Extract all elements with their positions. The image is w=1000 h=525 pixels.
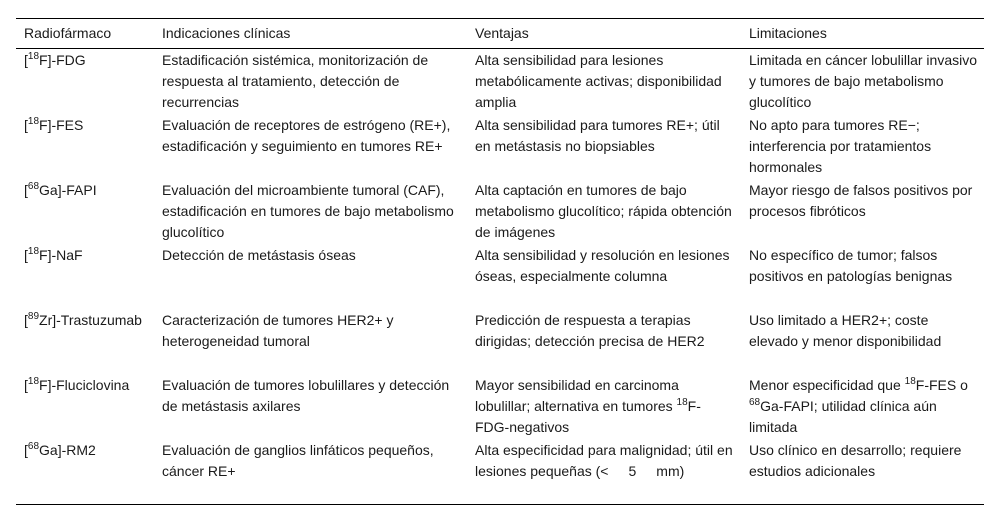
radiofarmaco-name: F]-NaF bbox=[39, 247, 83, 263]
header-ventajas: Ventajas bbox=[467, 19, 741, 49]
isotope-mass: 68 bbox=[27, 441, 40, 452]
indicaciones-cell: Estadificación sistémica, monitorización de respuesta al tratamiento, detección de recurrencias bbox=[162, 52, 429, 110]
limitaciones-cell: Mayor riesgo de falsos positivos por procesos fibróticos bbox=[749, 182, 973, 219]
table-row bbox=[16, 179, 984, 244]
radiofarmaco-cell: [$^{18}$F]-Fluciclovina bbox=[24, 376, 130, 393]
isotope-mass: 18 bbox=[904, 376, 916, 387]
radiofarmaco-name: F]-FDG bbox=[39, 52, 86, 68]
radiofarmaco-cell: [$^{18}$F]-FES bbox=[24, 116, 84, 133]
isotope-mass: 89 bbox=[27, 311, 40, 322]
ventajas-cell: Predicción de respuesta a terapias dirigidas; detección precisa de HER2 bbox=[475, 312, 705, 349]
radiofarmaco-cell: [$^{68}$Ga]-FAPI bbox=[24, 181, 97, 198]
ventajas-cell: Alta captación en tumores de bajo metabolismo glucolítico; rápida obtención de imágenes bbox=[475, 182, 732, 240]
radiofarmaco-cell: [$^{68}$Ga]-RM2 bbox=[16, 439, 154, 504]
table-row bbox=[16, 244, 984, 309]
table-row bbox=[16, 439, 984, 504]
radiofarmaco-cell: [$^{18}$F]-NaF bbox=[24, 246, 83, 263]
header-radiofarmaco: Radiofármaco bbox=[16, 19, 154, 49]
isotope-mass: 18 bbox=[27, 246, 40, 257]
isotope-mass: 18 bbox=[27, 116, 40, 127]
table-row bbox=[16, 309, 984, 374]
isotope-mass: 18 bbox=[27, 376, 40, 387]
ventajas-cell: Alta sensibilidad y resolución en lesiones óseas, especialmente columna bbox=[475, 247, 730, 284]
indicaciones-cell: Caracterización de tumores HER2+ y heterogeneidad tumoral bbox=[162, 312, 394, 349]
table-row bbox=[16, 49, 984, 115]
radiofarmaco-name: Zr]-Trastuzumab bbox=[39, 312, 142, 328]
radiofarmaco-name: F]-Fluciclovina bbox=[39, 377, 130, 393]
limitaciones-cell: No específico de tumor; falsos positivos en patologías benignas bbox=[749, 247, 953, 284]
header-row bbox=[16, 19, 984, 49]
ventajas-cell: Mayor sensibilidad en carcinoma lobulillar; alternativa en tumores $^{18}$F-FDG-negativos bbox=[475, 377, 701, 435]
limitaciones-cell: No apto para tumores RE−; interferencia por tratamientos hormonales bbox=[749, 117, 932, 175]
indicaciones-cell: Detección de metástasis óseas bbox=[162, 247, 356, 263]
radiofarmaco-name: F]-FES bbox=[39, 117, 84, 133]
isotope-mass: 68 bbox=[749, 397, 761, 408]
radiofarmaco-cell: [$^{18}$F]-FDG bbox=[24, 51, 86, 68]
limitaciones-cell: Menor especificidad que $^{18}$F-FES o $^{68}$Ga-FAPI; utilidad clínica aún limitada bbox=[749, 376, 968, 435]
table-row bbox=[16, 374, 984, 439]
indicaciones-cell: Evaluación de receptores de estrógeno (RE+), estadificación y seguimiento en tumores RE+ bbox=[162, 117, 451, 154]
header-indicaciones: Indicaciones clínicas bbox=[154, 19, 467, 49]
ventajas-cell: Alta sensibilidad para lesiones metabólicamente activas; disponibilidad amplia bbox=[475, 52, 722, 110]
radiofarmaco-name: Ga]-FAPI bbox=[39, 182, 97, 198]
indicaciones-cell: Evaluación del microambiente tumoral (CAF), estadificación en tumores de bajo metabolismo glucolítico bbox=[162, 182, 454, 240]
isotope-mass: 18 bbox=[27, 51, 40, 62]
limitaciones-cell: Uso clínico en desarrollo; requiere estudios adicionales bbox=[741, 439, 984, 504]
radiofarmaco-name: Ga]-RM2 bbox=[39, 442, 96, 458]
header-limitaciones: Limitaciones bbox=[741, 19, 984, 49]
indicaciones-cell: Evaluación de ganglios linfáticos pequeños, cáncer RE+ bbox=[154, 439, 467, 504]
isotope-mass: 18 bbox=[676, 397, 688, 408]
table-row bbox=[16, 114, 984, 179]
isotope-mass: 68 bbox=[27, 181, 40, 192]
limitaciones-cell: Limitada en cáncer lobulillar invasivo y tumores de bajo metabolismo glucolítico bbox=[749, 52, 978, 110]
indicaciones-cell: Evaluación de tumores lobulillares y detección de metástasis axilares bbox=[162, 377, 450, 414]
radiofarmaco-cell: [$^{89}$Zr]-Trastuzumab bbox=[24, 311, 142, 328]
radiopharmaceuticals-table bbox=[16, 18, 984, 505]
limitaciones-cell: Uso limitado a HER2+; coste elevado y menor disponibilidad bbox=[749, 312, 942, 349]
ventajas-cell: Alta sensibilidad para tumores RE+; útil en metástasis no biopsiables bbox=[475, 117, 720, 154]
ventajas-cell: Alta especificidad para malignidad; útil en lesiones pequeñas (< 5 mm) bbox=[467, 439, 741, 504]
